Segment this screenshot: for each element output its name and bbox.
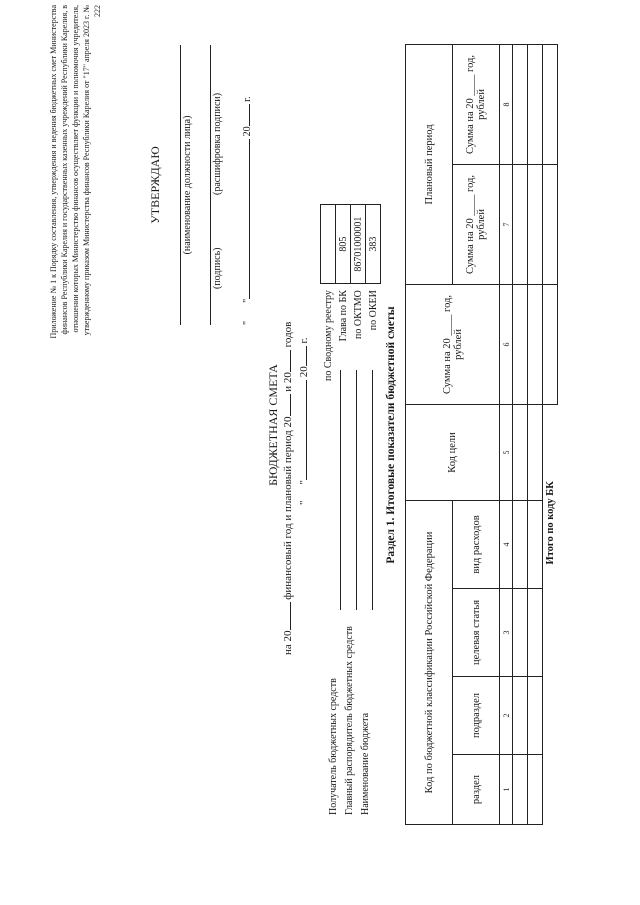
col-number: 6: [500, 284, 513, 404]
col-celevaya: целевая статья: [453, 589, 500, 677]
plan-header: Плановый период: [406, 44, 453, 284]
code-label: по Сводному реестру: [322, 290, 334, 381]
period-years: годов: [282, 321, 294, 348]
col-plan1: Сумма на 20 ____ год, рублей: [453, 164, 500, 284]
approve-date: [242, 25, 253, 325]
code-value: 86701000001: [351, 205, 366, 284]
table-cell: [528, 755, 543, 825]
date-line: [298, 205, 310, 505]
code-value: 805: [336, 205, 351, 284]
appendix-note: [48, 5, 103, 445]
table-number-row: [500, 44, 513, 824]
table-cell: [528, 500, 543, 588]
table-cell: [513, 589, 528, 677]
table-header-row: [406, 44, 453, 824]
table-cell: [513, 677, 528, 755]
date-quote-open: ": [242, 320, 253, 325]
period-line: [282, 135, 294, 655]
date-line-q1: ": [298, 500, 310, 505]
table-cell: [513, 284, 528, 404]
period-na: на 20: [282, 630, 294, 655]
table-cell: [513, 755, 528, 825]
col-kod-celi: Код цели: [406, 404, 500, 500]
period-and: и 20: [282, 372, 294, 392]
col-summa: Сумма на 20 ____ год, рублей: [406, 284, 500, 404]
table-row: [513, 44, 528, 824]
table-cell: [513, 404, 528, 500]
table-cell: [528, 677, 543, 755]
table-cell: [543, 284, 558, 404]
signature-caption: (подпись): [212, 247, 223, 289]
col-vid: вид расходов: [453, 500, 500, 588]
table-cell: [513, 500, 528, 588]
appendix-line: 222: [93, 5, 102, 17]
codes-row: [336, 205, 351, 385]
table-cell: [528, 164, 543, 284]
date-line-suffix: г.: [298, 337, 310, 344]
table-cell: [543, 164, 558, 284]
recipient-line: [340, 370, 341, 610]
col-number: 4: [500, 500, 513, 588]
col-number: 5: [500, 404, 513, 500]
date-suffix: г.: [242, 96, 253, 102]
codes-row: [351, 205, 366, 385]
page-title: БЮДЖЕТНАЯ СМЕТА: [266, 364, 280, 486]
table-cell: [528, 589, 543, 677]
date-year: 20: [242, 126, 253, 137]
recipient-label: Получатель бюджетных средств: [328, 678, 339, 815]
codes-table: [320, 204, 381, 385]
appendix-line: финансов Республики Карелия и государственных казенных учреждений Республики Карелия, в: [60, 5, 69, 335]
codes-row: [366, 205, 381, 385]
position-caption: (наименование должности лица): [182, 115, 193, 255]
code-value: [321, 205, 336, 284]
date-quote-close: ": [242, 298, 253, 303]
appendix-line: утвержденному приказом Министерства финансов Республики Карелия от "17" апреля 2023 г. №: [82, 5, 91, 336]
section-title: Раздел 1. Итоговые показатели бюджетной сметы: [385, 306, 397, 564]
manager-line: [356, 370, 357, 610]
signature-line: [210, 45, 211, 325]
total-label: [543, 404, 558, 824]
appendix-line: отношении которых Министерство финансов осуществляет функции и полномочия учредителя,: [71, 5, 80, 333]
manager-label: Главный распорядитель бюджетных средств: [344, 626, 355, 815]
date-line-q2: ": [298, 480, 310, 485]
date-line-year: 20: [298, 366, 310, 378]
position-line: [180, 45, 181, 325]
group-header: Код по бюджетной классификации Российской Федерации: [406, 500, 453, 824]
budget-table: [405, 44, 558, 825]
document-sheet: [20, 0, 620, 885]
table-cell: [543, 44, 558, 164]
col-number: 8: [500, 44, 513, 164]
code-label: по ОКТМО: [352, 290, 364, 339]
col-razdel: раздел: [453, 755, 500, 825]
col-number: 3: [500, 589, 513, 677]
code-label: Глава по БК: [337, 290, 349, 342]
approve-title: УТВЕРЖДАЮ: [148, 146, 162, 224]
table-cell: [528, 44, 543, 164]
col-podrazdel: подраздел: [453, 677, 500, 755]
appendix-line: Приложение № 1 к Порядку составления, утверждения и ведения бюджетных смет Министерства: [49, 5, 58, 339]
budget-name-label: Наименование бюджета: [360, 712, 371, 815]
period-fin: финансовый год и плановый период 20: [282, 416, 294, 600]
code-value: 383: [366, 205, 381, 284]
code-label: по ОКЕИ: [367, 290, 379, 331]
total-label-text: Итого по коду БК: [544, 481, 556, 565]
codes-row: [321, 205, 336, 385]
table-cell: [513, 164, 528, 284]
col-number: 7: [500, 164, 513, 284]
table-cell: [528, 284, 543, 404]
decode-caption: (расшифровка подписи): [212, 92, 223, 195]
col-plan2: Сумма на 20 ____ год, рублей: [453, 44, 500, 164]
table-cell: [513, 44, 528, 164]
col-number: 1: [500, 755, 513, 825]
table-total-row: [543, 44, 558, 824]
table-cell: [528, 404, 543, 500]
col-number: 2: [500, 677, 513, 755]
table-row: [528, 44, 543, 824]
budget-name-line: [372, 370, 373, 610]
